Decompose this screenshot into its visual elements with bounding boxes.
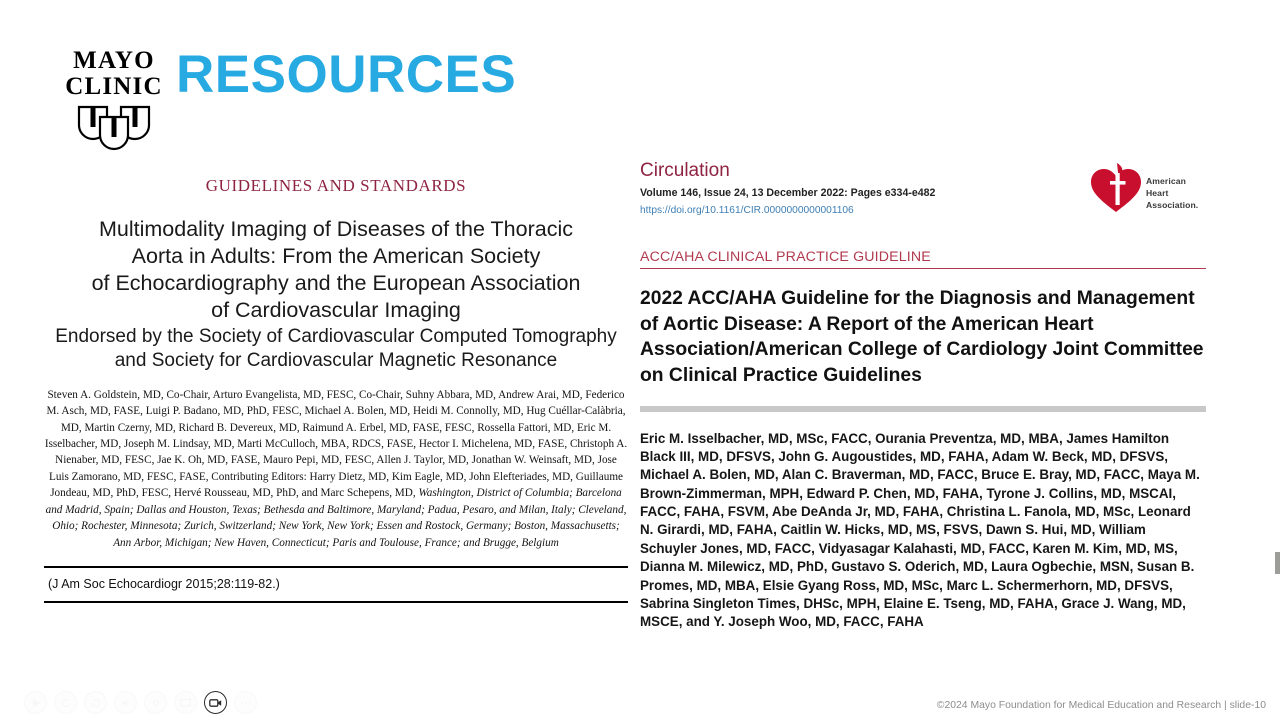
record-video-button[interactable] xyxy=(204,691,227,714)
right-doc-kicker: ACC/AHA CLINICAL PRACTICE GUIDELINE xyxy=(640,249,1206,269)
doi-link[interactable]: https://doi.org/10.1161/CIR.0000000000001106 xyxy=(640,205,854,217)
left-author-affiliations: Washington, District of Columbia; Barcelona and Madrid, Spain; Dallas and Houston, Texas; Bethesda and Baltimore, Maryland; Padua, Pesaro, and Milan, Italy; Cleveland, Ohio; Rochester, Minnesota; Zurich, Switzerland; New York, New York; Essen and Rostock, Germany; Boston, Massachusetts; Ann Arbor, Michigan; New Haven, Connecticut; Paris and Toulouse, France; and Brugge, Belgium xyxy=(45,487,627,549)
more-options-button[interactable] xyxy=(234,691,257,714)
media-player-controls xyxy=(24,691,257,714)
fullscreen-button[interactable] xyxy=(174,691,197,714)
slide-bottom-bar xyxy=(0,686,1280,720)
scrollbar-thumb[interactable] xyxy=(1275,552,1280,574)
settings-button[interactable] xyxy=(144,691,167,714)
left-title-line-2: Aorta in Adults: From the American Society xyxy=(131,244,541,269)
section-divider xyxy=(640,406,1206,412)
left-doc-citation-box xyxy=(44,566,628,603)
volume-button[interactable] xyxy=(114,691,137,714)
left-title-line-1: Multimodality Imaging of Diseases of the Thoracic xyxy=(98,217,573,241)
aha-wordmark-line1: American xyxy=(1146,176,1186,186)
play-button[interactable] xyxy=(24,691,47,714)
aha-wordmark xyxy=(1146,175,1198,212)
left-author-names: Steven A. Goldstein, MD, Co-Chair, Arturo Evangelista, MD, FESC, Co-Chair, Suhny Abbara, MD, Andrew Arai, MD, Federico M. Asch, MD, FASE, Luigi P. Badano, MD, PhD, FESC, Michael A. Bolen, MD, Heidi M. Connolly, MD, Hug Cuéllar-Calàbria, MD, Martin Czerny, MD, Richard B. Devereux, MD, Raimund A. Erbel, MD, FASE, FESC, Rossella Fattori, MD, Eric M. Isselbacher, MD, Joseph M. Lindsay, MD, Marti McCulloch, MBA, RDCS, FASE, Hector I. Michelena, MD, FASE, Christoph A. Nienaber, MD, FESC, Jae K. Oh, MD, FASE, Mauro Pepi, MD, FESC, Allen J. Taylor, MD, Jonathan W. Weinsaft, MD, Jose Luis Zamorano, MD, FESC, FASE, Contributing Editors: Harry Dietz, MD, Kim Eagle, MD, John Elefteriades, MD, Guillaume Jondeau, MD, PhD, FESC, Hervé Rousseau, MD, PhD, and Marc Schepens, MD, xyxy=(44,388,628,500)
right-doc-author-list: Eric M. Isselbacher, MD, MSc, FACC, Ourania Preventza, MD, MBA, James Hamilton Black III, MD, DFSVS, John G. Augoustides, MD, FAHA, Adam W. Beck, MD, DFSVS, Michael A. Bolen, MD, Alan C. Braverman, MD, FACC, Bruce E. Bray, MD, FACC, Maya M. Brown-Zimmerman, MPH, Edward P. Chen, MD, FAHA, Tyrone J. Collins, MD, MSCAI, FACC, FAHA, FSVM, Abe DeAnda Jr, MD, FAHA, Christina L. Fanola, MD, MSc, Leonard N. Girardi, MD, FAHA, Caitlin W. Hicks, MD, MS, FSVS, Dawn S. Hui, MD, William Schuyler Jones, MD, FACC, Vidyasagar Kalahasti, MD, FACC, Karen M. Kim, MD, MS, Dianna M. Milewicz, MD, PhD, Gustavo S. Oderich, MD, Laura Ogbechie, MSN, Susan B. Promes, MD, MBA, Elsie Gyang Ross, MD, MSc, Marc L. Schermerhorn, MD, DFSVS, Sabrina Singleton Times, DHSc, MPH, Elaine E. Tseng, MD, FAHA, Grace J. Wang, MD, MSCE, and Y. Joseph Woo, MD, FACC, FAHA xyxy=(640,430,1200,630)
right-doc-title: 2022 ACC/AHA Guideline for the Diagnosis and Management of Aortic Disease: A Report of the American Heart Association/American College of Cardiology Joint Committee on Clinical Practice Guidelines xyxy=(640,288,1204,386)
right-document-preview xyxy=(640,160,1206,632)
journal-issue-line: Volume 146, Issue 24, 13 December 2022: Pages e334-e482 xyxy=(640,186,936,199)
american-heart-association-heart-torch-icon xyxy=(1088,162,1144,219)
mayo-clinic-logo xyxy=(58,48,170,156)
journal-name: Circulation xyxy=(640,160,730,181)
mayo-wordmark-line2: CLINIC xyxy=(65,72,163,100)
aha-wordmark-line2: Heart xyxy=(1146,188,1169,199)
left-endorsement-line-2: and Society for Cardiovascular Magnetic Resonance xyxy=(114,350,558,372)
left-doc-author-list xyxy=(44,387,628,552)
left-endorsement-line-1: Endorsed by the Society of Cardiovascular Computed Tomography xyxy=(55,326,617,348)
page-title: RESOURCES xyxy=(176,45,517,104)
american-heart-association-logo xyxy=(1088,162,1206,218)
mayo-three-shields-icon xyxy=(58,103,170,156)
left-doc-citation: (J Am Soc Echocardiogr 2015;28:119-82.) xyxy=(48,577,280,592)
left-document-preview xyxy=(44,176,628,603)
aha-wordmark-line3: Association. xyxy=(1146,200,1199,211)
rewind-button[interactable] xyxy=(54,691,77,714)
mayo-wordmark-line1: MAYO xyxy=(73,47,155,74)
left-doc-kicker: GUIDELINES AND STANDARDS xyxy=(205,176,467,195)
left-title-line-3: of Echocardiography and the European Association xyxy=(91,271,581,296)
circulation-masthead xyxy=(640,160,1206,222)
left-doc-title xyxy=(44,216,628,373)
copyright-notice: ©2024 Mayo Foundation for Medical Education and Research | slide-10 xyxy=(936,700,1266,711)
forward-button[interactable] xyxy=(84,691,107,714)
slide-header xyxy=(0,0,1280,150)
left-title-line-4: of Cardiovascular Imaging xyxy=(211,298,461,323)
